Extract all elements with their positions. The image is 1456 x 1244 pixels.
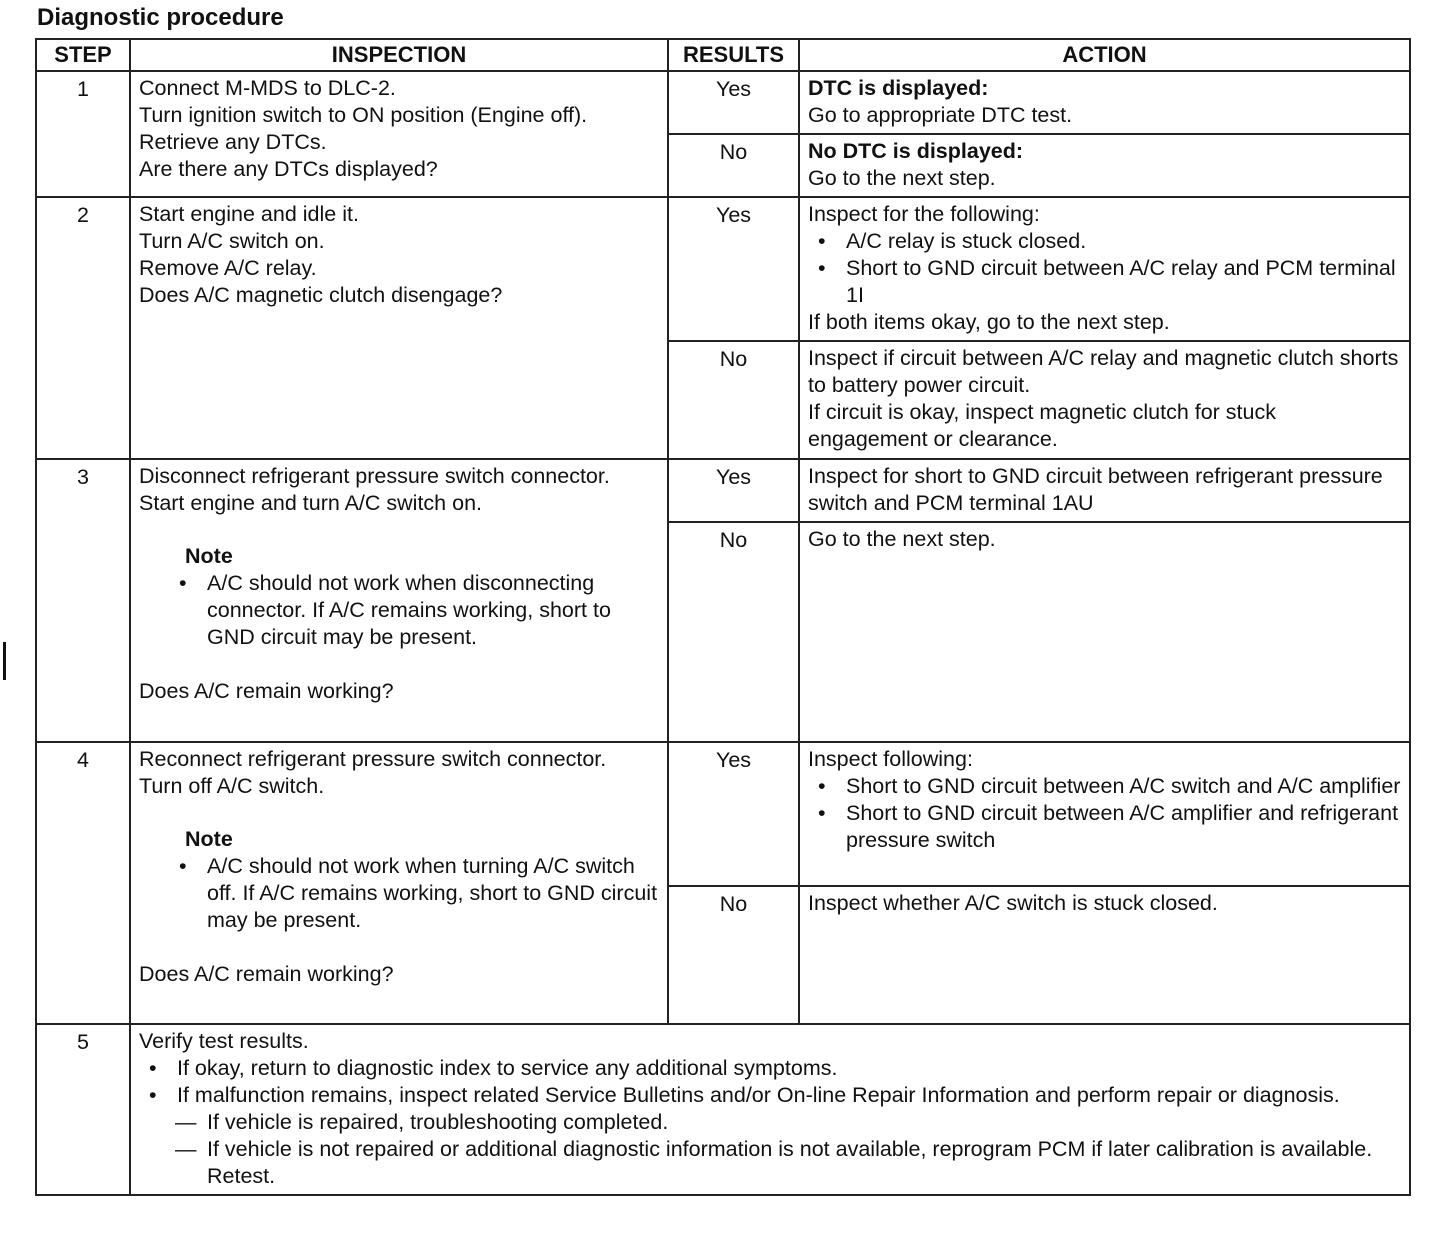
table-row [36,1024,1410,1195]
note-label: Note [185,827,233,851]
spacer [139,651,659,678]
inspection-cell [130,459,668,742]
spacer [139,934,659,961]
verify-intro: Verify test results. [139,1029,309,1053]
action-text: Inspect if circuit between A/C relay and magnetic clutch shorts to battery power circuit. [808,346,1399,397]
note-list [139,570,659,651]
list-item: • A/C relay is stuck closed. [808,228,1401,255]
list-item: • A/C should not work when turning A/C switch off. If A/C remains working, short to GND circuit may be present. [139,853,659,934]
inspection-line: Remove A/C relay. [139,256,317,280]
verify-cell [130,1024,1410,1195]
action-cell [799,341,1410,459]
margin-mark [3,642,11,680]
list-item: • A/C should not work when disconnecting connector. If A/C remains working, short to GND circuit may be present. [139,570,659,651]
result-yes: Yes [668,197,799,341]
table-row [36,459,1410,522]
result-yes: Yes [668,459,799,522]
table-row [36,71,1410,134]
list-item: • Short to GND circuit between A/C switch and A/C amplifier [808,773,1401,800]
action-cell [799,742,1410,886]
inspection-line: Turn A/C switch on. [139,229,325,253]
action-text: Inspect following: [808,747,973,771]
result-no: No [668,886,799,1024]
action-text: Inspect for the following: [808,202,1040,226]
action-cell [799,197,1410,341]
diagnostic-table [35,38,1411,1196]
action-text: Go to the next step. [808,166,996,190]
step-number: 4 [36,742,130,1024]
list-item: — If vehicle is not repaired or additional diagnostic information is not available, reprogram PCM if later calibration is available. Retest. [139,1136,1401,1190]
inspection-line: Disconnect refrigerant pressure switch connector. [139,464,610,488]
header-results: RESULTS [668,39,799,71]
inspection-line: Start engine and turn A/C switch on. [139,491,483,515]
inspection-cell [130,742,668,1024]
inspection-line: Are there any DTCs displayed? [139,157,438,181]
result-no: No [668,134,799,197]
action-cell [799,886,1410,1024]
result-yes: Yes [668,742,799,886]
action-cell [799,134,1410,197]
result-no: No [668,522,799,742]
result-yes: Yes [668,71,799,134]
list-item: • If okay, return to diagnostic index to service any additional symptoms. [139,1055,1401,1082]
inspection-line: Start engine and idle it. [139,202,359,226]
action-text: Go to the next step. [808,527,996,551]
note-label: Note [185,544,233,568]
note-list [139,853,659,934]
inspection-cell [130,197,668,459]
bullet-list [139,1055,1401,1109]
action-cell [799,522,1410,742]
list-item: • Short to GND circuit between A/C amplifier and refrigerant pressure switch [808,800,1401,854]
step-number: 3 [36,459,130,742]
action-text: Inspect for short to GND circuit between refrigerant pressure switch and PCM terminal 1AU [808,464,1383,515]
page-title: Diagnostic procedure [37,4,284,31]
step-number: 2 [36,197,130,459]
header-row [36,39,1410,71]
action-text: If circuit is okay, inspect magnetic clutch for stuck engagement or clearance. [808,400,1276,451]
header-inspection: INSPECTION [130,39,668,71]
list-item: • Short to GND circuit between A/C relay and PCM terminal 1I [808,255,1401,309]
step-number: 1 [36,71,130,197]
action-text: Go to appropriate DTC test. [808,103,1073,127]
inspection-question: Does A/C remain working? [139,679,394,703]
action-heading: DTC is displayed: [808,76,989,100]
action-cell [799,459,1410,522]
step-number: 5 [36,1024,130,1195]
action-text: If both items okay, go to the next step. [808,310,1170,334]
inspection-question: Does A/C remain working? [139,962,394,986]
list-item: • If malfunction remains, inspect related Service Bulletins and/or On-line Repair Information and perform repair or diagnosis. [139,1082,1401,1109]
action-text: Inspect whether A/C switch is stuck closed. [808,891,1218,915]
inspection-line: Turn off A/C switch. [139,774,325,798]
action-heading: No DTC is displayed: [808,139,1024,163]
header-action: ACTION [799,39,1410,71]
bullet-list [808,773,1401,854]
list-item: — If vehicle is repaired, troubleshooting completed. [139,1109,1401,1136]
action-cell [799,71,1410,134]
dash-list [139,1109,1401,1190]
inspection-line: Connect M-MDS to DLC-2. [139,76,396,100]
bullet-list [808,228,1401,309]
header-step: STEP [36,39,130,71]
inspection-line: Does A/C magnetic clutch disengage? [139,283,503,307]
table-row [36,742,1410,886]
table-row [36,197,1410,341]
inspection-line: Retrieve any DTCs. [139,130,327,154]
inspection-line: Reconnect refrigerant pressure switch connector. [139,747,607,771]
result-no: No [668,341,799,459]
inspection-line: Turn ignition switch to ON position (Engine off). [139,103,588,127]
inspection-cell [130,71,668,197]
